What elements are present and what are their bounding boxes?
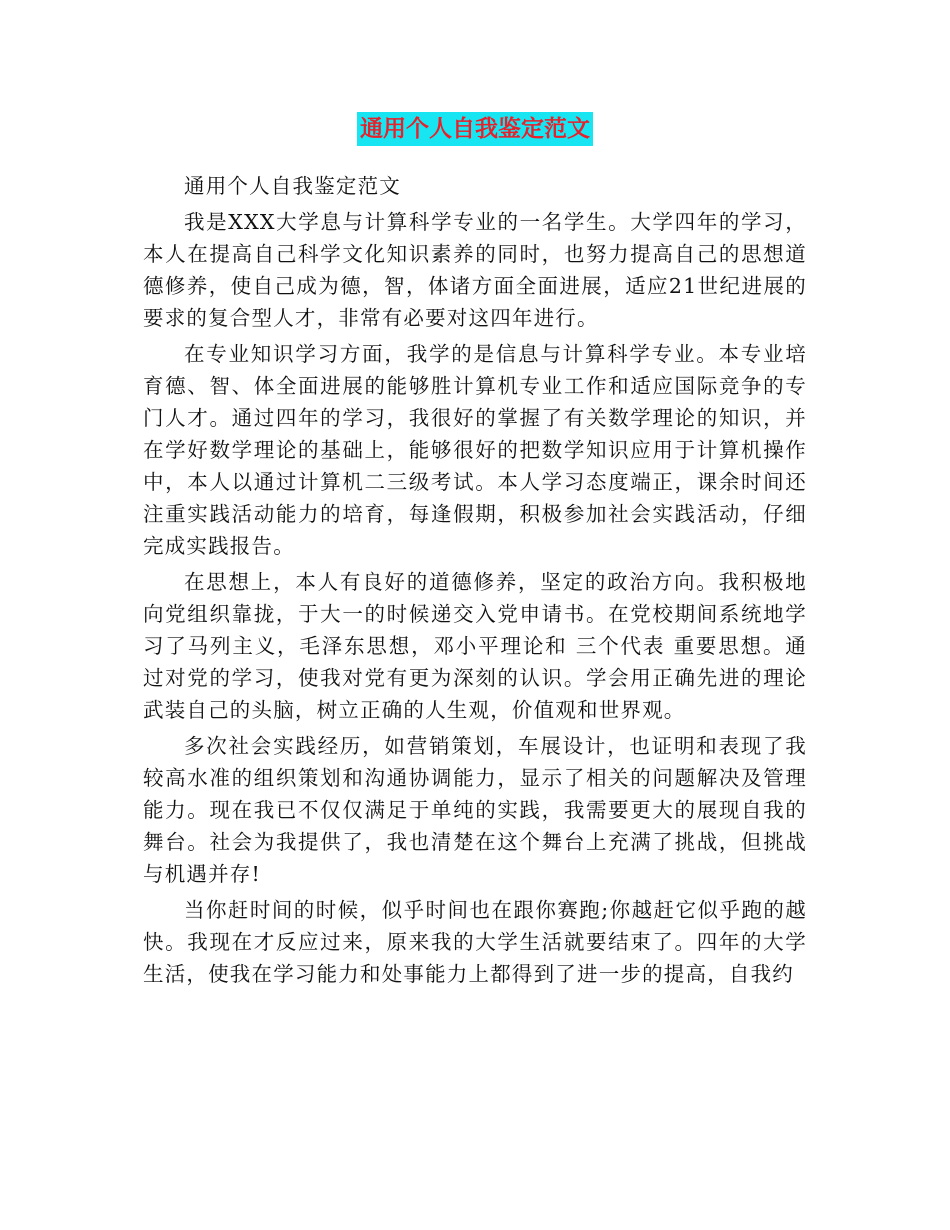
paragraph-practice: 多次社会实践经历，如营销策划，车展设计，也证明和表现了我较高水准的组织策划和沟通协调能力，显示了相关的问题解决及管理能力。现在我已不仅仅满足于单纯的实践，我需要更大的展现自我的舞台。社会为我提供了，我也清楚在这个舞台上充满了挑战，但挑战与机遇并存! (143, 734, 807, 886)
subtitle-paragraph: 通用个人自我鉴定范文 (184, 174, 401, 198)
paragraph-study: 在专业知识学习方面，我学的是信息与计算科学专业。本专业培育德、智、体全面进展的能够胜计算机专业工作和适应国际竞争的专门人才。通过四年的学习，我很好的掌握了有关数学理论的知识，并在学好数学理论的基础上，能够很好的把数学知识应用于计算机操作中，本人以通过计算机二三级考试。本人学习态度端正，课余时间还注重实践活动能力的培育，每逢假期，积极参加社会实践活动，仔细完成实践报告。 (143, 342, 807, 558)
document-title: 通用个人自我鉴定范文 (357, 112, 593, 146)
paragraph-intro: 我是XXX大学息与计算科学专业的一名学生。大学四年的学习，本人在提高自己科学文化知识素养的同时，也努力提高自己的思想道德修养，使自己成为德，智，体诸方面全面进展，适应21世纪进展的要求的复合型人才，非常有必要对这四年进行。 (143, 210, 807, 330)
document-body (143, 170, 807, 994)
paragraph-time: 当你赶时间的时候，似乎时间也在跟你赛跑;你越赶它似乎跑的越快。我现在才反应过来，原来我的大学生活就要结束了。四年的大学生活，使我在学习能力和处事能力上都得到了进一步的提高，自我约 (143, 898, 807, 986)
paragraph-thought: 在思想上，本人有良好的道德修养，坚定的政治方向。我积极地向党组织靠拢，于大一的时候递交入党申请书。在党校期间系统地学习了马列主义，毛泽东思想，邓小平理论和 三个代表 重要思想。通过对党的学习，使我对党有更为深刻的认识。学会用正确先进的理论武装自己的头脑，树立正确的人生观，价值观和世界观。 (143, 570, 807, 722)
title-container (0, 112, 950, 146)
